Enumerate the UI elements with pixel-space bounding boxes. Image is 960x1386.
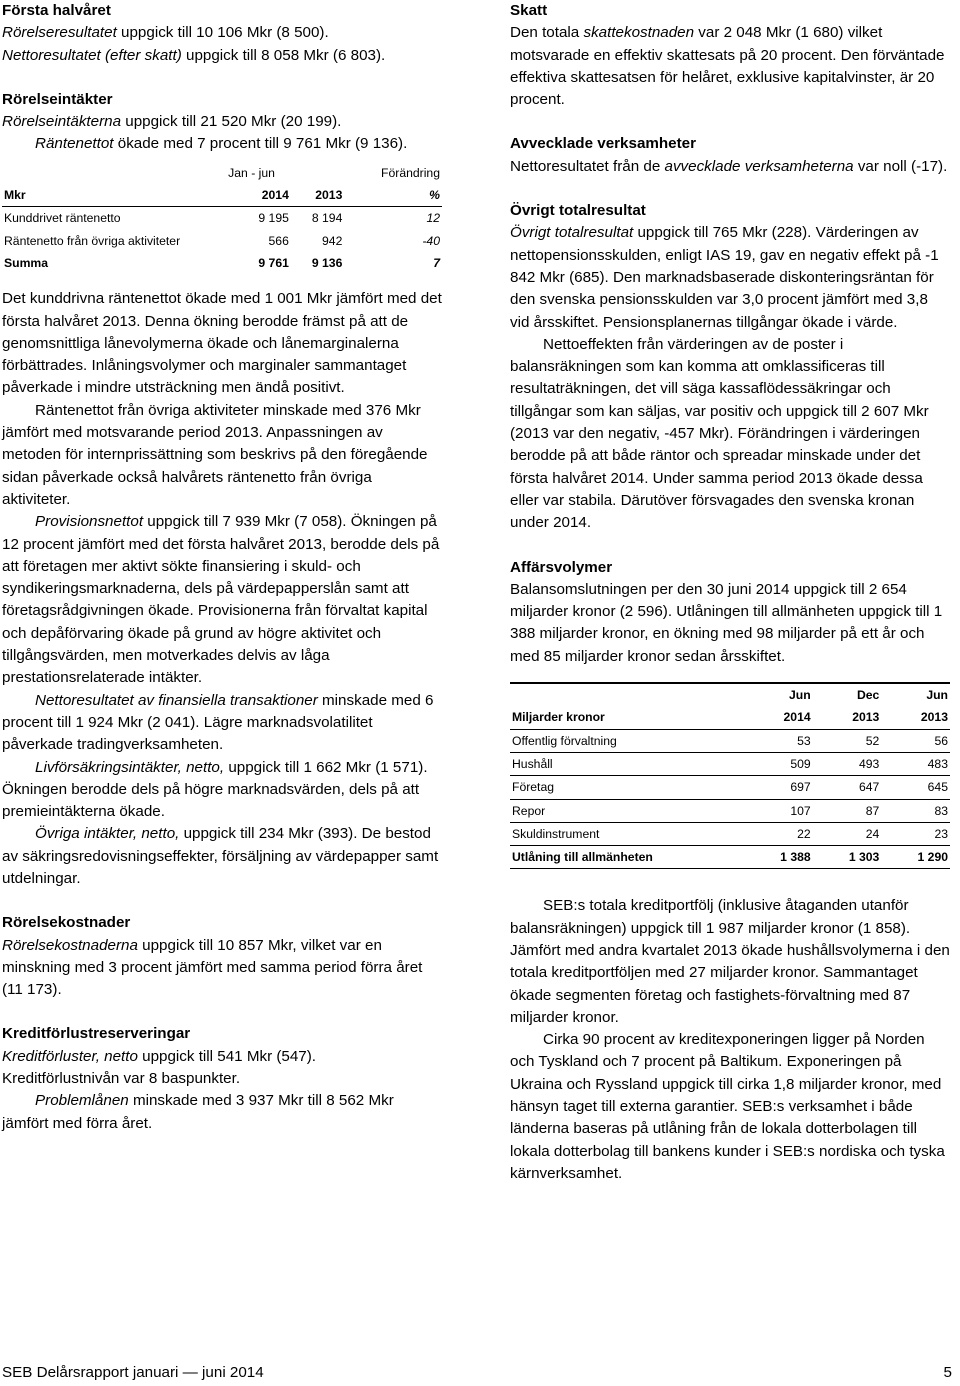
table-total-row: Utlåning till allmänheten 1 388 1 303 1 290 — [510, 846, 950, 869]
table-row: Hushåll 509 493 483 — [510, 752, 950, 775]
heading-affarsvolymer: Affärsvolymer — [510, 558, 613, 576]
right-column — [510, 0, 950, 1185]
month-header: Jun — [744, 683, 813, 706]
paragraph: Problemlånen minskade med 3 937 Mkr till 8 562 Mkr jämfört med förra året. — [2, 1092, 394, 1132]
table-row: Repor 107 87 83 — [510, 799, 950, 822]
heading-skatt: Skatt — [510, 2, 548, 19]
year-header: 2013 — [291, 184, 344, 207]
table-row: Kunddrivet räntenetto 9 195 8 194 12 — [4, 211, 440, 226]
heading-avvecklade-verksamheter: Avvecklade verksamheter — [510, 135, 697, 153]
heading-rorelsekostnader: Rörelsekostnader — [2, 914, 131, 932]
paragraph: Nettoresultatet (efter skatt) uppgick till 8 058 Mkr (6 803). — [2, 46, 386, 64]
paragraph: Livförsäkringsintäkter, netto, uppgick till 1 662 Mkr (1 571). Ökningen berodde dels på högre marknadsvärden, dels på att premieintäkterna ökade. — [2, 758, 428, 821]
paragraph: Övriga intäkter, netto, uppgick till 234 Mkr (393). De bestod av säkringsredovisningseffekter, försäljning av värdepapper samt utdelningar. — [2, 825, 439, 887]
table-row: Skuldinstrument 22 24 23 — [510, 822, 950, 845]
year-header: 2014 — [744, 706, 813, 729]
left-column — [2, 0, 444, 1135]
period-header: Jan - jun — [228, 165, 275, 180]
heading-kreditforlustreserveringar: Kreditförlustreserveringar — [2, 1025, 191, 1043]
paragraph: Räntenettot från övriga aktiviteter minskade med 376 Mkr jämfört med motsvarande period 2013. Anpassningen av metoden för internprissättning som beskrivs på den föregående sidan påverkade också halvårets räntenetto från övriga aktiviteter. — [2, 401, 428, 508]
paragraph: Det kunddrivna räntenettot ökade med 1 001 Mkr jämfört med det första halvåret 2013. Denna ökning berodde främst på att de genomsnittliga lånevolymerna ökade och lånemarginalerna förbättrades. Inlåningsvolymer och marginaler sammantaget påverkade i mindre utsträckning men ändå positivt. — [2, 290, 442, 397]
paragraph: Räntenettot ökade med 7 procent till 9 761 Mkr (9 136). — [35, 135, 408, 153]
heading-forsta-halvaret: Första halvåret — [2, 2, 111, 19]
rantenetto-table — [2, 162, 442, 274]
paragraph: Övrigt totalresultat uppgick till 765 Mkr (228). Värderingen av nettopensionsskulden, enligt IAS 19, gav en negativ effekt på -1 842 Mkr (685). Den marknadsbaserade diskonteringsräntan för den svenska pensionsskulden var 3,0 procent jämfört med 3,8 vid årsskiftet. Pensionsplanernas tillgångar ökade i värde. — [510, 224, 939, 331]
heading-ovrigt-totalresultat: Övrigt totalresultat — [510, 202, 646, 220]
paragraph: Cirka 90 procent av kreditexponeringen ligger på Norden och Tyskland och 7 procent på Baltikum. Exponeringen på Ukraina och Ryssland uppgick till cirka 1,8 miljarder kronor, med hänsyn taget till externa garantier. SEB:s verksamhet i både länderna baseras på utlåning från de lokala dotterbolagen till lokala dotterbolag till bankens kunder i SEB:s nordiska och tyska kärnverksamhet. — [510, 1031, 945, 1182]
table-row: Företag 697 647 645 — [510, 776, 950, 799]
year-header: 2013 — [813, 706, 882, 729]
table-row: Offentlig förvaltning 53 52 56 — [510, 729, 950, 752]
paragraph: Balansomslutningen per den 30 juni 2014 uppgick till 2 654 miljarder kronor (2 596). Utlåningen till allmänheten uppgick till 1 388 miljarder kronor, en ökning med 98 miljarder på ett år och med 85 miljarder kronor sedan årsskiftet. — [510, 580, 943, 665]
year-header: 2014 — [212, 184, 291, 207]
mkr-header: Mkr — [2, 184, 206, 207]
paragraph: Nettoresultatet av finansiella transaktioner minskade med 6 procent till 1 924 Mkr (2 041). Lägre marknadsvolatilitet påverkade tradingverksamheten. — [2, 691, 434, 754]
paragraph: Den totala skattekostnaden var 2 048 Mkr (1 680) vilket motsvarade en effektiv skattesats på 20 procent. Den förväntade effektiva skattesatsen för helåret, exklusive kapitalvinster, är 20 procent. — [510, 24, 945, 109]
page-footer — [2, 1364, 952, 1381]
unit-header: Miljarder kronor — [510, 706, 744, 729]
paragraph: Provisionsnettot uppgick till 7 939 Mkr (7 058). Ökningen på 12 procent jämfört med det första halvåret 2013, berodde dels på att företagen mer aktivt sökte finansiering i skuld- och syndikeringsmarknaderna, dels på värdepapperslån samt att företagsrådgivningen ökade. Provisionerna från förvaltat kapital och depåförvaring ökade på grund av högre aktivitet och tillgångsvärden, men motverkades delvis av låga prestationsrelaterade intäkter. — [2, 513, 440, 687]
page-number: 5 — [943, 1364, 952, 1381]
year-header: 2013 — [881, 706, 950, 729]
paragraph: SEB:s totala kreditportfölj (inklusive åtaganden utanför balansräkningen) uppgick till 1 987 miljarder kronor (1 858). Jämfört med andra kvartalet 2013 ökade hushållsvolymerna i den totala kreditportföljen med 27 miljarder kronor. Sammantaget ökade segmenten företag och fastighets-förvaltning med 87 miljarder kronor. — [510, 897, 950, 1026]
paragraph: Rörelseintäkterna uppgick till 21 520 Mkr (20 199). — [2, 113, 342, 131]
heading-rorelseintakter: Rörelseintäkter — [2, 90, 113, 108]
paragraph: Kreditförlustnivån var 8 baspunkter. — [2, 1070, 241, 1088]
paragraph: Rörelsekostnaderna uppgick till 10 857 Mkr, vilket var en minskning med 3 procent jämfört med samma period förra året (11 173). — [2, 936, 423, 999]
pct-header: % — [344, 184, 442, 207]
paragraph: Nettoeffekten från värderingen av de poster i balansräkningen som kan komma att omklassificeras till resultaträkningen, det vill säga kassaflödessäkringar och tillgångar som kan säljas, var positiv och uppgick till 2 607 Mkr (2013 var den negativ, -457 Mkr). Förändringen i värderingen berodde på att både räntor och spreadar minskade under det första halvåret 2014. Under samma period 2013 ökade dessa eller var stabila. Därutöver försvagades den svenska kronan under 2014. — [510, 335, 929, 532]
paragraph: Nettoresultatet från de avvecklade verksamheterna var noll (-17). — [510, 157, 948, 175]
paragraph: Kreditförluster, netto uppgick till 541 Mkr (547). — [2, 1047, 317, 1065]
month-header: Jun — [881, 683, 950, 706]
month-header: Dec — [813, 683, 882, 706]
utlaning-table — [510, 682, 950, 869]
change-header: Förändring — [381, 165, 440, 180]
table-sum-row: Summa 9 761 9 136 7 — [4, 255, 440, 270]
table-row: Räntenetto från övriga aktiviteter 566 942 -40 — [4, 233, 440, 248]
paragraph: Rörelseresultatet uppgick till 10 106 Mkr (8 500). — [2, 24, 329, 42]
report-title: SEB Delårsrapport januari — juni 2014 — [2, 1364, 264, 1381]
